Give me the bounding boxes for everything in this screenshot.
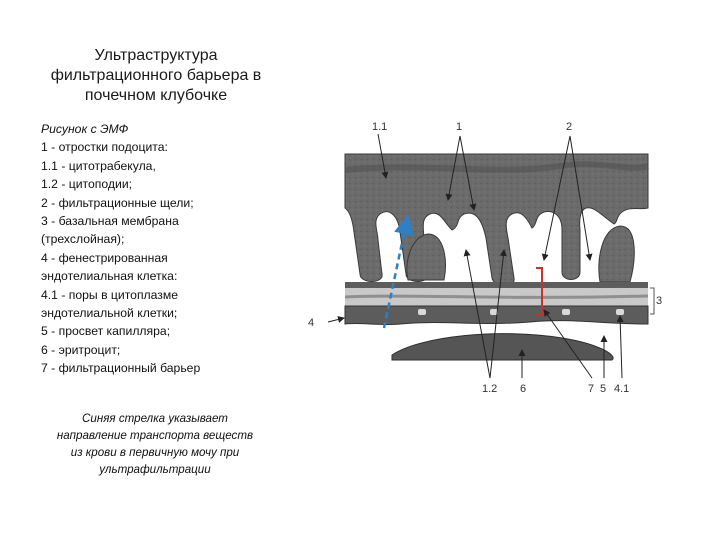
legend-line: 4 - фенестрированная (41, 250, 168, 265)
note-line: из крови в первичную мочу при (70, 446, 240, 459)
pore (616, 309, 624, 315)
note-line: Синяя стрелка указывает (82, 412, 228, 425)
legend-line: (трехслойная); (41, 232, 125, 247)
note-line: ультрафильтрации (99, 463, 211, 476)
title-line: почечном клубочке (84, 87, 228, 104)
legend-line: эндотелиальная клетка: (41, 269, 178, 284)
pedicel-bases (345, 282, 648, 288)
legend-line: 7 - фильтрационный барьер (41, 361, 201, 376)
pedicel-isolated (599, 226, 634, 282)
legend-line: 6 - эритроцит; (41, 342, 121, 357)
note-line: направление транспорта веществ (56, 429, 254, 442)
legend-line: 1.1 - цитотрабекула, (41, 158, 156, 173)
legend-line: 4.1 - поры в цитоплазме (41, 287, 179, 302)
label-1: 1 (456, 121, 463, 133)
label-6: 6 (520, 383, 527, 395)
title-line: фильтрационного барьера в (50, 67, 262, 84)
pointer-line (620, 316, 622, 378)
legend-line: 1.2 - цитоподии; (41, 177, 133, 192)
label-5: 5 (600, 383, 607, 395)
erythrocyte (392, 334, 613, 360)
label-4-1: 4.1 (614, 383, 630, 395)
label-7: 7 (588, 383, 595, 395)
legend-caption: Рисунок с ЭМФ (41, 122, 129, 136)
pore (418, 309, 426, 315)
pore (562, 309, 570, 315)
diagram-svg (300, 110, 670, 410)
pointer-line (328, 318, 344, 322)
label-2: 2 (566, 121, 573, 133)
legend-line: 2 - фильтрационные щели; (41, 195, 194, 210)
label-3: 3 (656, 295, 663, 307)
legend-line: 5 - просвет капилляра; (41, 324, 171, 339)
legend-line: эндотелиальной клетки; (41, 306, 178, 321)
label-4: 4 (308, 317, 315, 329)
figure-legend (41, 120, 291, 378)
membrane-bracket (650, 288, 654, 314)
micrograph-diagram (300, 110, 670, 410)
title-line: Ультраструктура (94, 47, 218, 64)
arrow-note (40, 410, 270, 478)
label-1-1: 1.1 (372, 121, 388, 133)
legend-line: 3 - базальная мембрана (41, 214, 179, 229)
label-1-2: 1.2 (482, 383, 498, 395)
legend-line: 1 - отростки подоцита: (41, 140, 168, 155)
slide-title (40, 46, 272, 106)
